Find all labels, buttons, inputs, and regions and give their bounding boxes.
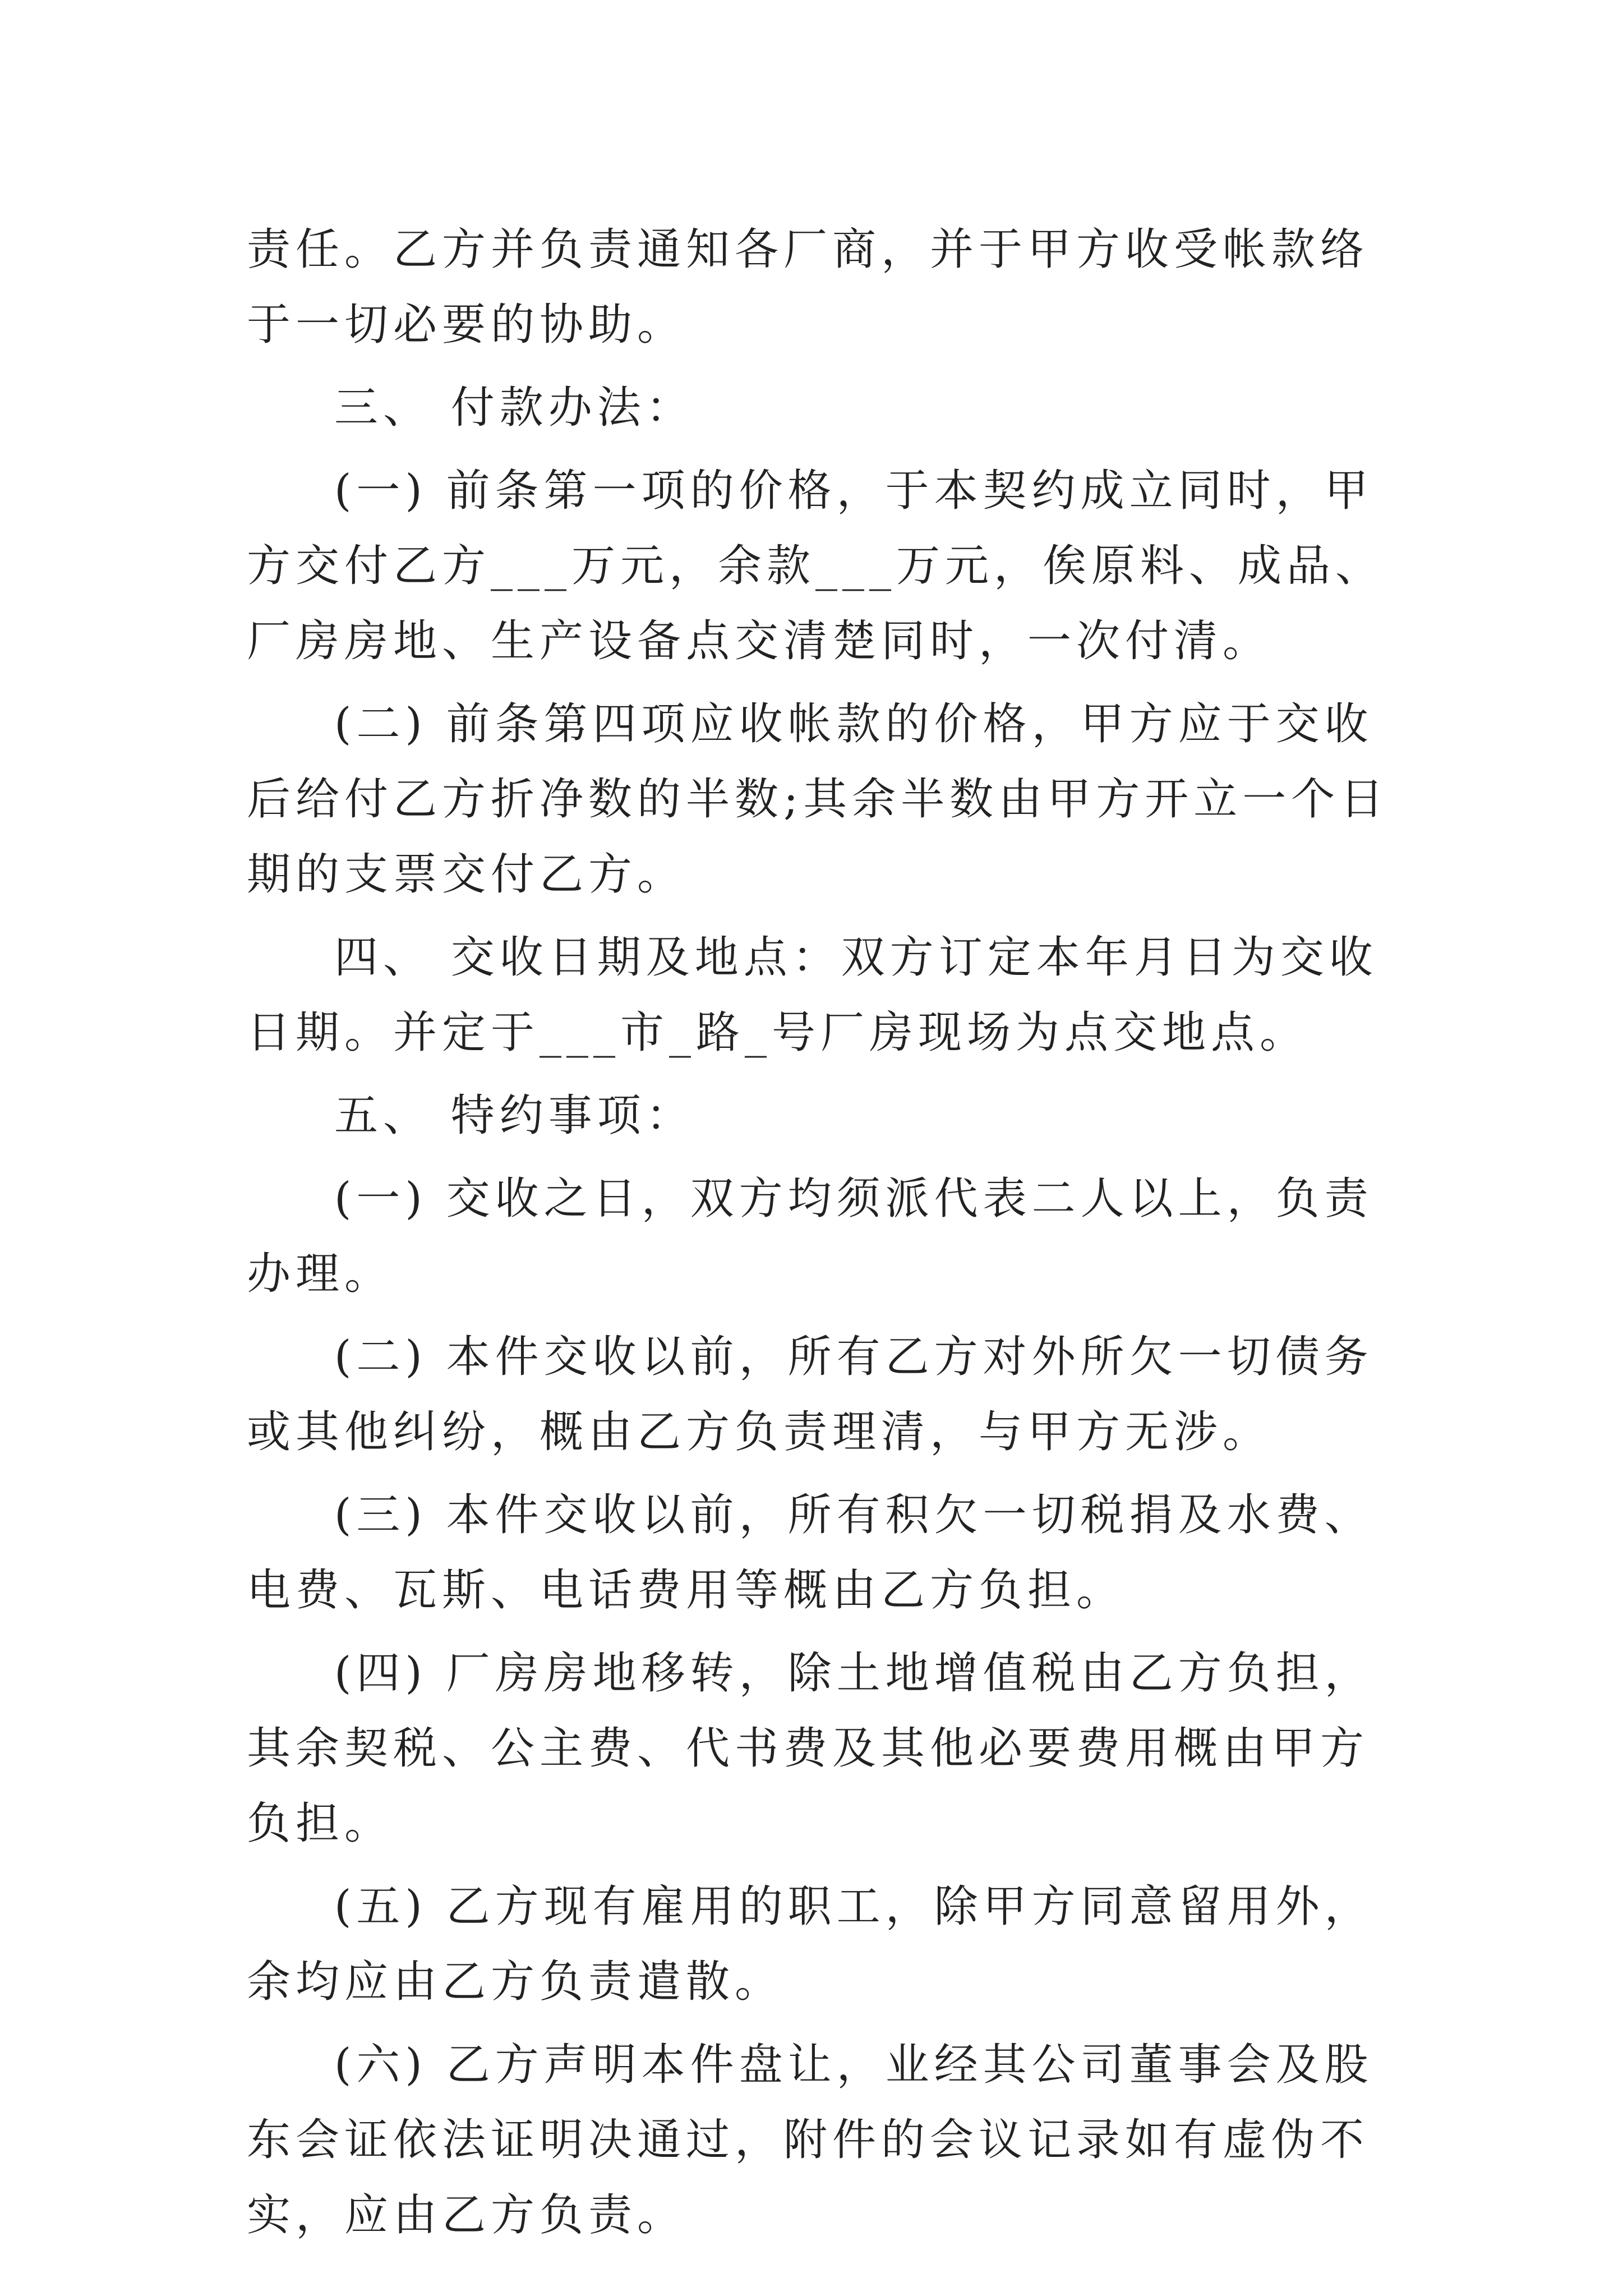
paragraph-payment-1: (一) 前条第一项的价格，于本契约成立同时，甲方交付乙方___万元，余款___万元，俟原料、成品、厂房房地、生产设备点交清楚同时，一次付清。 [247,466,1385,666]
paragraph-special-2: (二) 本件交收以前，所有乙方对外所欠一切债务或其他纠纷，概由乙方负责理清，与甲方无涉。 [247,1332,1373,1457]
paragraph-special-1: (一) 交收之日，双方均须派代表二人以上，负责办理。 [247,1174,1373,1299]
section-heading-special-terms: 五、 特约事项： [334,1091,695,1141]
paragraph-special-5: (五) 乙方现有雇用的职工，除甲方同意留用外，余均应由乙方负责遣散。 [247,1881,1373,2007]
paragraph-special-6: (六) 乙方声明本件盘让，业经其公司董事会及股东会证依法证明决通过，附件的会议记录如有虚伪不实，应由乙方负责。 [247,2040,1373,2240]
section-heading-delivery: 四、 交收日期及地点：双方订定本年月日为交收日期。并定于___市_路_号厂房现场为点交地点。 [247,932,1378,1058]
paragraph-special-4: (四) 厂房房地移转，除土地增值税由乙方负担，其余契税、公主费、代书费及其他必要费用概由甲方负担。 [247,1648,1373,1849]
paragraph-special-3: (三) 本件交收以前，所有积欠一切税捐及水费、电费、瓦斯、电话费用等概由乙方负担。 [247,1490,1373,1616]
section-heading-payment: 三、 付款办法： [334,383,695,433]
paragraph-1: 责任。乙方并负责通知各厂商，并于甲方收受帐款络于一切必要的协助。 [247,224,1370,350]
document-body [247,212,1413,2261]
paragraph-payment-2: (二) 前条第四项应收帐款的价格，甲方应于交收后给付乙方折净数的半数;其余半数由甲方开立一个日期的支票交付乙方。 [247,699,1389,900]
